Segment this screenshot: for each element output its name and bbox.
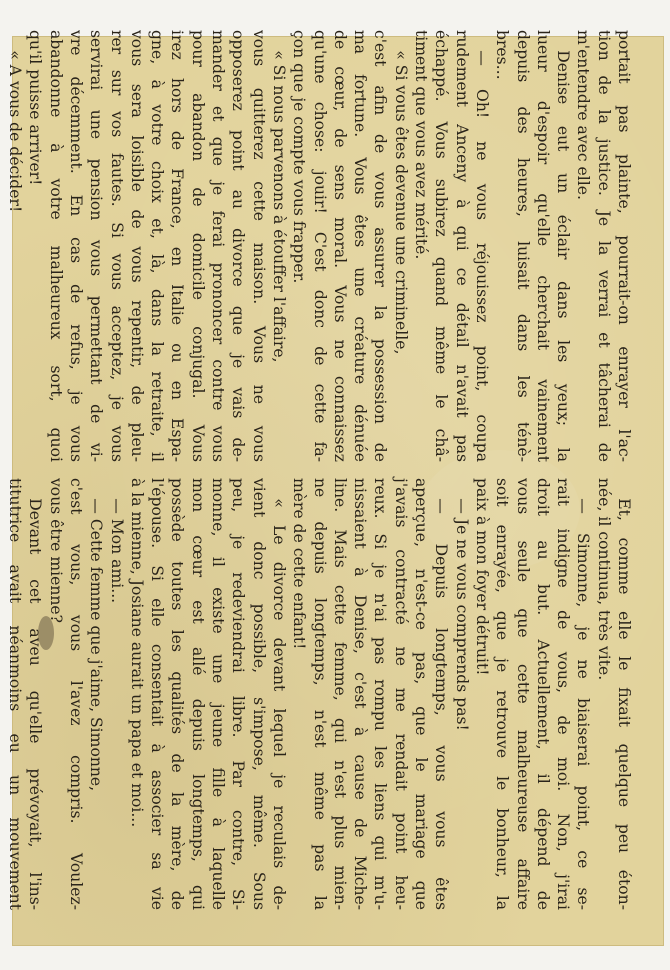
text-line: vre décemment. En cas de refus, je vous [66,30,85,462]
text-column-right [6,478,634,910]
text-line: timent que vous avez mérité. [412,30,431,260]
text-line: de cœur, de sens moral. Vous ne connaissez [330,30,349,462]
text-line: qu'une chose: jouir! C'est donc de cette fa- [310,30,329,462]
text-line: — Oh! ne vous réjouissez point, coupa [472,50,491,462]
text-line: gne, à votre choix et, là, dans la retraite, il [148,30,167,462]
text-line: rer sur vos fautes. Si vous acceptez, je vous [107,30,126,462]
text-line: reux. Si je n'ai pas rompu les liens qui m'u- [371,478,390,910]
text-line: opposerez point au divorce que je vais de- [229,30,248,462]
text-line: née, il continua, très vite. [594,478,613,681]
text-line: depuis des heures, luisait dans les ténè- [513,30,532,462]
text-line: j'avais contracté ne me rendait point heu- [391,478,410,910]
text-line: çon que je compte vous frapper. [290,30,309,284]
ink-smudge [38,616,54,650]
text-line: bres... [493,30,512,80]
text-line: c'est afin de vous assurer la possession de [371,30,390,462]
text-line: tion de la justice. Je la verrai et tâcherai de [594,30,613,462]
text-line: qu'il puisse arriver! [26,30,45,186]
text-line: échappé. Vous subirez quand même le châ- [432,30,451,462]
text-line: Et, comme elle le fixait quelque peu éton- [615,498,633,910]
text-line: droit au but. Actuellement, il dépend de [533,478,552,910]
text-line: vient donc possible, s'impose, même. Sous [249,478,268,910]
text-line: line. Mais cette femme, qui n'est plus mien- [330,478,349,910]
text-line: — Depuis longtemps, vous vous êtes [432,498,451,910]
text-line: — Mon ami... [107,498,126,604]
text-line: paix à mon foyer détruit! [472,478,491,676]
text-line: lueur d'espoir qu'elle cherchait vainement [533,30,552,462]
text-line: Devant cet aveu qu'elle prévoyait, l'ins- [26,498,45,910]
text-line: vous quitterez cette maison. Vous ne vous [249,30,268,462]
text-line: — Je ne vous comprends pas! [452,498,471,731]
text-line: servirai une pension vous permettant de vi- [87,30,106,462]
text-line: « Si vous êtes devenue une criminelle, [391,50,410,355]
text-line: rudement Anceny à qui ce détail n'avait pas [452,30,471,462]
text-line: à la mienne, Josiane aurait un papa et moi... [127,478,146,828]
text-line: Denise eut un éclair dans les yeux; la [554,50,573,462]
text-line: « A vous de décider! [6,50,25,213]
text-line: « Le divorce devant lequel je reculais de- [269,498,288,910]
text-line: soit enrayée, que je retrouve le bonheur, la [493,478,512,910]
text-line: rait indigne de vous, de moi. Non, j'irai [554,478,573,910]
text-line: vous sera loisible de vous repentir, de pleu- [127,30,146,462]
text-line: vous seule que cette malheureuse affaire [513,478,532,910]
text-line: abandonne à votre malheureux sort, quoi [46,30,65,462]
text-line: — Cette femme que j'aime, Simonne, [87,498,106,792]
text-line: m'entendre avec elle. [574,30,593,200]
rotated-text-page [6,30,634,910]
text-line: nissaient à Denise, c'est à cause de Miche- [351,478,370,910]
text-line: ne depuis longtemps, n'est même pas la [310,478,329,910]
text-line: mander et que je ferai prononcer contre vous [209,30,228,462]
text-line: pour abandon de domicile conjugal. Vous [188,30,207,462]
text-line: c'est vous, vous l'avez compris. Voulez- [66,478,85,910]
text-line: ma fortune. Vous êtes une créature dénuée [351,30,370,462]
text-line: irez hors de France, en Italie ou en Espa- [168,30,187,462]
text-line: — Simonne, je ne biaiserai point, ce se- [574,498,593,910]
text-line: aperçue, n'est-ce pas, que le mariage que [412,478,431,910]
text-line: mon cœur est allé depuis longtemps, qui [188,478,207,910]
text-line: possède toutes les qualités de la mère, de [168,478,187,910]
text-line: « Si nous parvenons à étouffer l'affaire, [269,50,288,363]
text-line: l'épouse. Si elle consentait à associer sa vie [148,478,167,910]
text-column-left [6,30,634,462]
text-line: portait pas plainte, pourrait-on enrayer l'ac- [615,30,633,462]
text-line: peu, je redeviendrai libre. Par contre, Si- [229,478,248,910]
text-line: vous être mienne? [46,478,65,624]
text-line: mère de cette enfant! [290,478,309,650]
text-line: titutrice avait néanmoins eu un mouvement [6,478,25,910]
text-line: monne, il existe une jeune fille à laquelle [209,478,228,910]
